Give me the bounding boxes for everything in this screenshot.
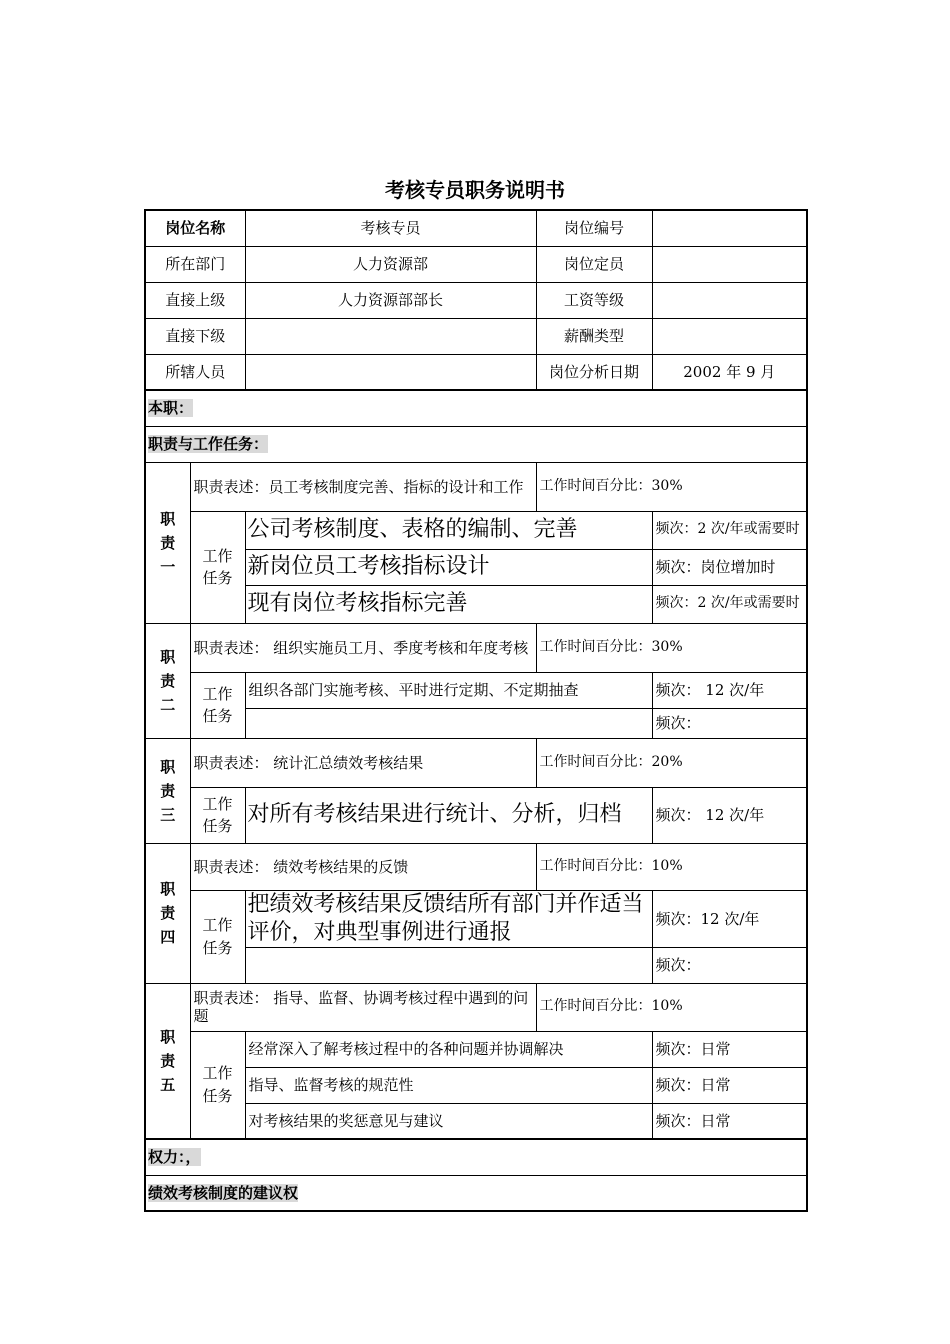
section-duties: 职责与工作任务：	[145, 426, 807, 462]
duty-3-task-label: 工作任务	[190, 787, 245, 843]
duty-4-task-label: 工作任务	[190, 890, 245, 983]
duty-2-head: 职责二	[145, 623, 190, 738]
duty-5-task-1: 经常深入了解考核过程中的各种问题并协调解决	[245, 1031, 652, 1067]
section-main: 本职：	[145, 390, 807, 426]
value-subordinate	[245, 318, 536, 354]
duty-1-desc: 职责表述：员工考核制度完善、指标的设计和工作	[190, 462, 536, 511]
duty-1-task-1: 公司考核制度、表格的编制、完善	[245, 511, 652, 549]
duty-5-task-3: 对考核结果的奖惩意见与建议	[245, 1103, 652, 1139]
value-superior: 人力资源部部长	[245, 282, 536, 318]
label-staff: 所辖人员	[145, 354, 245, 390]
duty-2-pct: 工作时间百分比：30%	[536, 623, 807, 672]
duty-3-desc: 职责表述： 统计汇总绩效考核结果	[190, 738, 536, 787]
duty-1-task-3: 现有岗位考核指标完善	[245, 585, 652, 623]
duty-4-freq-2: 频次：	[652, 947, 807, 983]
duty-5-freq-2: 频次：日常	[652, 1067, 807, 1103]
duty-1-head: 职责一	[145, 462, 190, 623]
duty-5-desc: 职责表述： 指导、监督、协调考核过程中遇到的问题	[190, 983, 536, 1031]
label-pay-type: 薪酬类型	[536, 318, 652, 354]
power-item: 绩效考核制度的建议权	[145, 1175, 807, 1211]
duty-2-desc: 职责表述： 组织实施员工月、季度考核和年度考核	[190, 623, 536, 672]
duty-1-pct: 工作时间百分比：30%	[536, 462, 807, 511]
duty-2-freq-2: 频次：	[652, 708, 807, 738]
duty-4-task-2	[245, 947, 652, 983]
label-superior: 直接上级	[145, 282, 245, 318]
duty-2-task-2	[245, 708, 652, 738]
label-department: 所在部门	[145, 246, 245, 282]
value-position-name: 考核专员	[245, 210, 536, 246]
value-grade	[652, 282, 807, 318]
duty-1-freq-1: 频次：2 次/年或需要时	[652, 511, 807, 549]
value-pay-type	[652, 318, 807, 354]
value-quota	[652, 246, 807, 282]
duty-2-task-1: 组织各部门实施考核、平时进行定期、不定期抽查	[245, 672, 652, 708]
duty-4-freq-1: 频次：12 次/年	[652, 890, 807, 947]
section-power: 权力：，	[145, 1139, 807, 1175]
duty-1-freq-3: 频次：2 次/年或需要时	[652, 585, 807, 623]
duty-4-desc: 职责表述： 绩效考核结果的反馈	[190, 843, 536, 890]
duty-5-task-2: 指导、监督考核的规范性	[245, 1067, 652, 1103]
job-description-table	[144, 209, 808, 1212]
duty-3-freq-1: 频次： 12 次/年	[652, 787, 807, 843]
value-position-code	[652, 210, 807, 246]
duty-1-task-2: 新岗位员工考核指标设计	[245, 549, 652, 585]
duty-4-head: 职责四	[145, 843, 190, 983]
document-title: 考核专员职务说明书	[385, 178, 565, 202]
label-position-name: 岗位名称	[145, 210, 245, 246]
value-analysis-date: 2002 年 9 月	[652, 354, 807, 390]
duty-5-freq-3: 频次：日常	[652, 1103, 807, 1139]
label-quota: 岗位定员	[536, 246, 652, 282]
duty-1-task-label: 工作任务	[190, 511, 245, 623]
label-position-code: 岗位编号	[536, 210, 652, 246]
duty-4-task-1: 把绩效考核结果反馈结所有部门并作适当评价，对典型事例进行通报	[245, 890, 652, 947]
label-subordinate: 直接下级	[145, 318, 245, 354]
duty-2-task-label: 工作任务	[190, 672, 245, 738]
duty-4-pct: 工作时间百分比：10%	[536, 843, 807, 890]
duty-5-task-label: 工作任务	[190, 1031, 245, 1139]
label-analysis-date: 岗位分析日期	[536, 354, 652, 390]
duty-5-freq-1: 频次：日常	[652, 1031, 807, 1067]
duty-3-task-1: 对所有考核结果进行统计、分析，归档	[245, 787, 652, 843]
duty-3-pct: 工作时间百分比：20%	[536, 738, 807, 787]
duty-1-freq-2: 频次：岗位增加时	[652, 549, 807, 585]
duty-3-head: 职责三	[145, 738, 190, 843]
value-department: 人力资源部	[245, 246, 536, 282]
duty-2-freq-1: 频次： 12 次/年	[652, 672, 807, 708]
value-staff	[245, 354, 536, 390]
duty-5-head: 职责五	[145, 983, 190, 1139]
label-grade: 工资等级	[536, 282, 652, 318]
duty-5-pct: 工作时间百分比：10%	[536, 983, 807, 1031]
